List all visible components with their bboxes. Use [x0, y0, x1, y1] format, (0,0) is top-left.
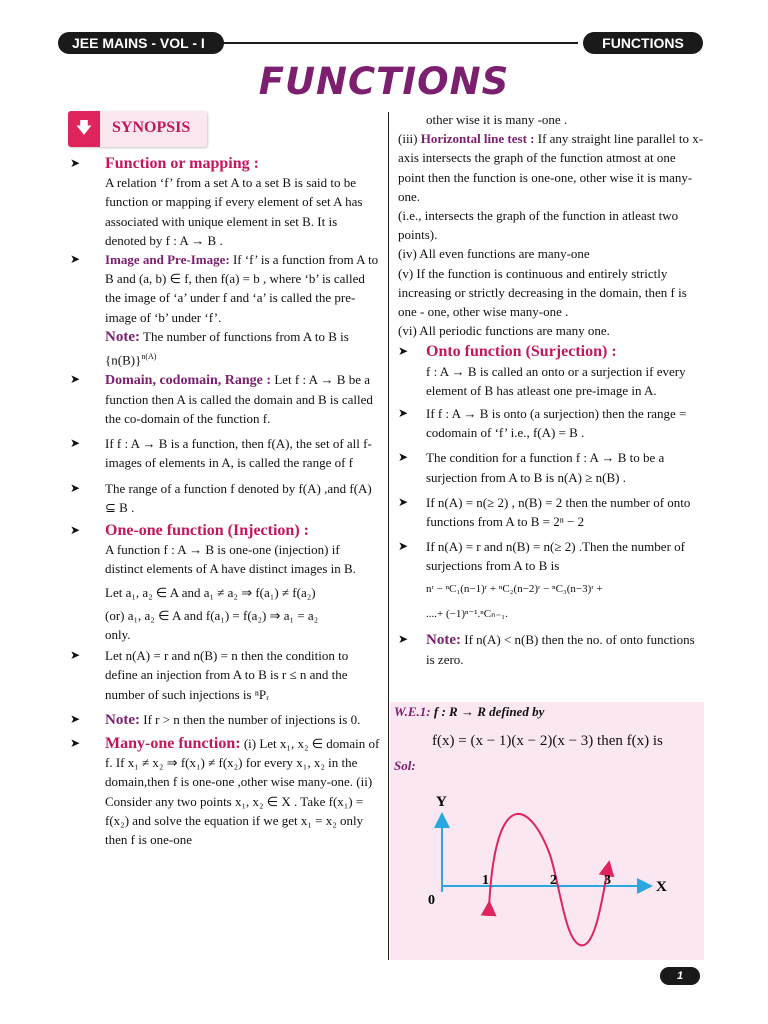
- cubic-graph: [390, 780, 704, 958]
- bullet-arrow-icon: ➤: [398, 539, 409, 554]
- list-item: [398, 630, 704, 669]
- bullet-arrow-icon: ➤: [398, 494, 409, 509]
- list-item: [70, 370, 380, 429]
- worked-example-text: f : R → R defined by: [433, 704, 545, 719]
- list-item: [70, 479, 380, 517]
- paragraph: (v) If the function is continuous and entirely strictly increasing or strictly decreasing in the domain, then f is one - one, other wise many-one .: [398, 265, 687, 320]
- bullet-arrow-icon: ➤: [70, 480, 81, 495]
- bullet-arrow-icon: ➤: [398, 344, 409, 359]
- note-text: If n(A) < n(B) then the no. of onto functions is zero.: [426, 632, 695, 668]
- paragraph: If n(A) = n(≥ 2) , n(B) = 2 then the number of onto functions from A to B = 2ⁿ − 2: [426, 494, 691, 530]
- paragraph: If f : A → B is a function, then f(A), the set of all f-images of elements in A, is called the range of f: [105, 436, 372, 471]
- section-heading: One-one function (Injection) :: [105, 521, 309, 539]
- paragraph: only.: [105, 627, 131, 642]
- bullet-arrow-icon: ➤: [70, 436, 81, 451]
- synopsis-label: SYNOPSIS: [112, 119, 191, 136]
- list-item: [70, 734, 380, 849]
- formula-line: ....+ (−1)ⁿ⁻¹.ⁿCₙ₋₁.: [426, 607, 508, 620]
- list-item: [398, 404, 704, 442]
- root-label-3: 3: [604, 873, 611, 888]
- bullet-arrow-icon: ➤: [70, 648, 81, 663]
- note-label: Note:: [426, 632, 461, 649]
- list-item: [398, 537, 704, 575]
- paragraph: (iv) All even functions are many-one: [398, 246, 590, 262]
- column-divider: [388, 112, 389, 960]
- x-axis-label: X: [656, 879, 667, 895]
- bullet-arrow-icon: ➤: [398, 450, 409, 465]
- header-left-badge: JEE MAINS - VOL - I: [58, 32, 224, 54]
- note-text: If r > n then the number of injections is 0.: [143, 711, 361, 727]
- origin-label: 0: [428, 893, 435, 908]
- root-label-2: 2: [550, 873, 557, 888]
- bullet-arrow-icon: ➤: [70, 522, 81, 537]
- list-item: [398, 448, 704, 486]
- list-item: [398, 342, 704, 361]
- y-axis-label: Y: [436, 794, 447, 810]
- note-superscript: n(A): [141, 352, 157, 362]
- down-arrow-icon: 🡇: [68, 111, 100, 147]
- header-rule: [220, 42, 578, 44]
- section-heading: Onto function (Surjection) :: [426, 343, 617, 361]
- list-item: [70, 710, 380, 730]
- worked-example-label: W.E.1:: [394, 704, 431, 719]
- worked-example-formula: f(x) = (x − 1)(x − 2)(x − 3) then f(x) is: [432, 733, 663, 749]
- section-heading: Function or mapping :: [105, 155, 259, 172]
- paragraph: f : A → B is called an onto or a surjection if every element of B has atleast one pre-image in A.: [426, 363, 686, 398]
- root-label-1: 1: [482, 873, 489, 888]
- formula-line: (or) a₁, a₂ ∈ A and f(a₁) = f(a₂) ⇒ a₁ = a₂: [105, 607, 319, 623]
- list-marker: (iii): [398, 131, 418, 147]
- paragraph: If any straight line parallel to x-axis intersects the graph of the function atmost at one point then the function is one-one, other wise it is many-one.: [398, 131, 704, 204]
- bullet-arrow-icon: ➤: [70, 736, 81, 751]
- synopsis-tab: [68, 111, 207, 147]
- list-item: [70, 250, 380, 327]
- page-number-badge: 1: [660, 967, 700, 985]
- paragraph: A relation ‘f’ from a set A to a set B is said to be function or mapping if every element of set A has associated with unique element in set B. It is denoted by f : A → B .: [105, 175, 363, 248]
- solution-label: Sol:: [394, 758, 416, 773]
- list-item: [398, 493, 704, 531]
- note-text: The number of functions from A to B is {n(B)}: [105, 328, 349, 368]
- inline-heading: Horizontal line test :: [420, 131, 535, 147]
- paragraph: If ‘f’ is a function from A to B and (a, b) ∈ f, then f(a) = b , where ‘b’ is called the image of ‘a’ under f and ‘a’ is called the pre-image of ‘b’ under ‘f’.: [105, 252, 379, 325]
- note-label: Note:: [105, 711, 140, 728]
- paragraph: (vi) All periodic functions are many one.: [398, 323, 610, 339]
- paragraph: The range of a function f denoted by f(A) ,and f(A) ⊆ B .: [105, 480, 372, 515]
- left-column: [70, 154, 380, 849]
- paragraph: If f : A → B is onto (a surjection) then the range = codomain of ‘f’ i.e., f(A) = B .: [426, 406, 687, 441]
- formula-line: nʳ − ⁿC₁(n−1)ʳ + ⁿC₂(n−2)ʳ − ⁿC₃(n−3)ʳ +: [426, 582, 603, 595]
- worked-example-title: [394, 704, 544, 720]
- graph-curve: [489, 814, 608, 945]
- list-item: [70, 434, 380, 472]
- paragraph: Let f : A → B be a function then A is called the domain and B is called the co-domain of the function f.: [105, 371, 373, 426]
- bullet-arrow-icon: ➤: [70, 371, 81, 386]
- paragraph: If n(A) = r and n(B) = n(≥ 2) .Then the number of surjections from A to B is: [426, 539, 685, 574]
- list-item: [70, 154, 380, 173]
- list-item: [70, 521, 380, 540]
- bullet-arrow-icon: ➤: [70, 156, 81, 170]
- right-column: [398, 110, 704, 669]
- inline-heading: Many-one function:: [105, 735, 241, 753]
- inline-heading: Image and Pre-Image:: [105, 252, 230, 268]
- bullet-arrow-icon: ➤: [398, 632, 409, 647]
- paragraph: Let n(A) = r and n(B) = n then the condition to define an injection from A to B is r ≤ n and the number of such injections is ⁿPᵣ: [105, 648, 349, 702]
- paragraph: other wise it is many -one .: [426, 112, 568, 127]
- paragraph: The condition for a function f : A → B to be a surjection from A to B is n(A) ≥ n(B) .: [426, 450, 665, 485]
- header-right-badge: FUNCTIONS: [583, 32, 703, 54]
- paragraph: A function f : A → B is one-one (injection) if distinct elements of A have distinct images in B.: [105, 542, 356, 577]
- bullet-arrow-icon: ➤: [70, 252, 81, 267]
- paragraph: (i.e., intersects the graph of the function in atleast two points).: [398, 208, 679, 243]
- bullet-arrow-icon: ➤: [70, 711, 81, 726]
- inline-heading: Domain, codomain, Range :: [105, 372, 272, 388]
- page-title: FUNCTIONS: [258, 60, 510, 103]
- note-label: Note:: [105, 328, 140, 345]
- formula-line: Let a₁, a₂ ∈ A and a₁ ≠ a₂ ⇒ f(a₁) ≠ f(a₂): [105, 584, 316, 600]
- list-item: [70, 646, 380, 704]
- bullet-arrow-icon: ➤: [398, 406, 409, 421]
- paragraph: (i) Let x₁, x₂ ∈ domain of f. If x₁ ≠ x₂ ⇒ f(x₁) ≠ f(x₂) for every x₁, x₂ in the domain,then f is one-one ,other wise many-one. (ii) Consider any two points x₁, x₂ ∈ X . Take f(x₁) = f(x₂) and solve the equation if we get x₁ = x₂ only then f is one-one: [105, 736, 380, 848]
